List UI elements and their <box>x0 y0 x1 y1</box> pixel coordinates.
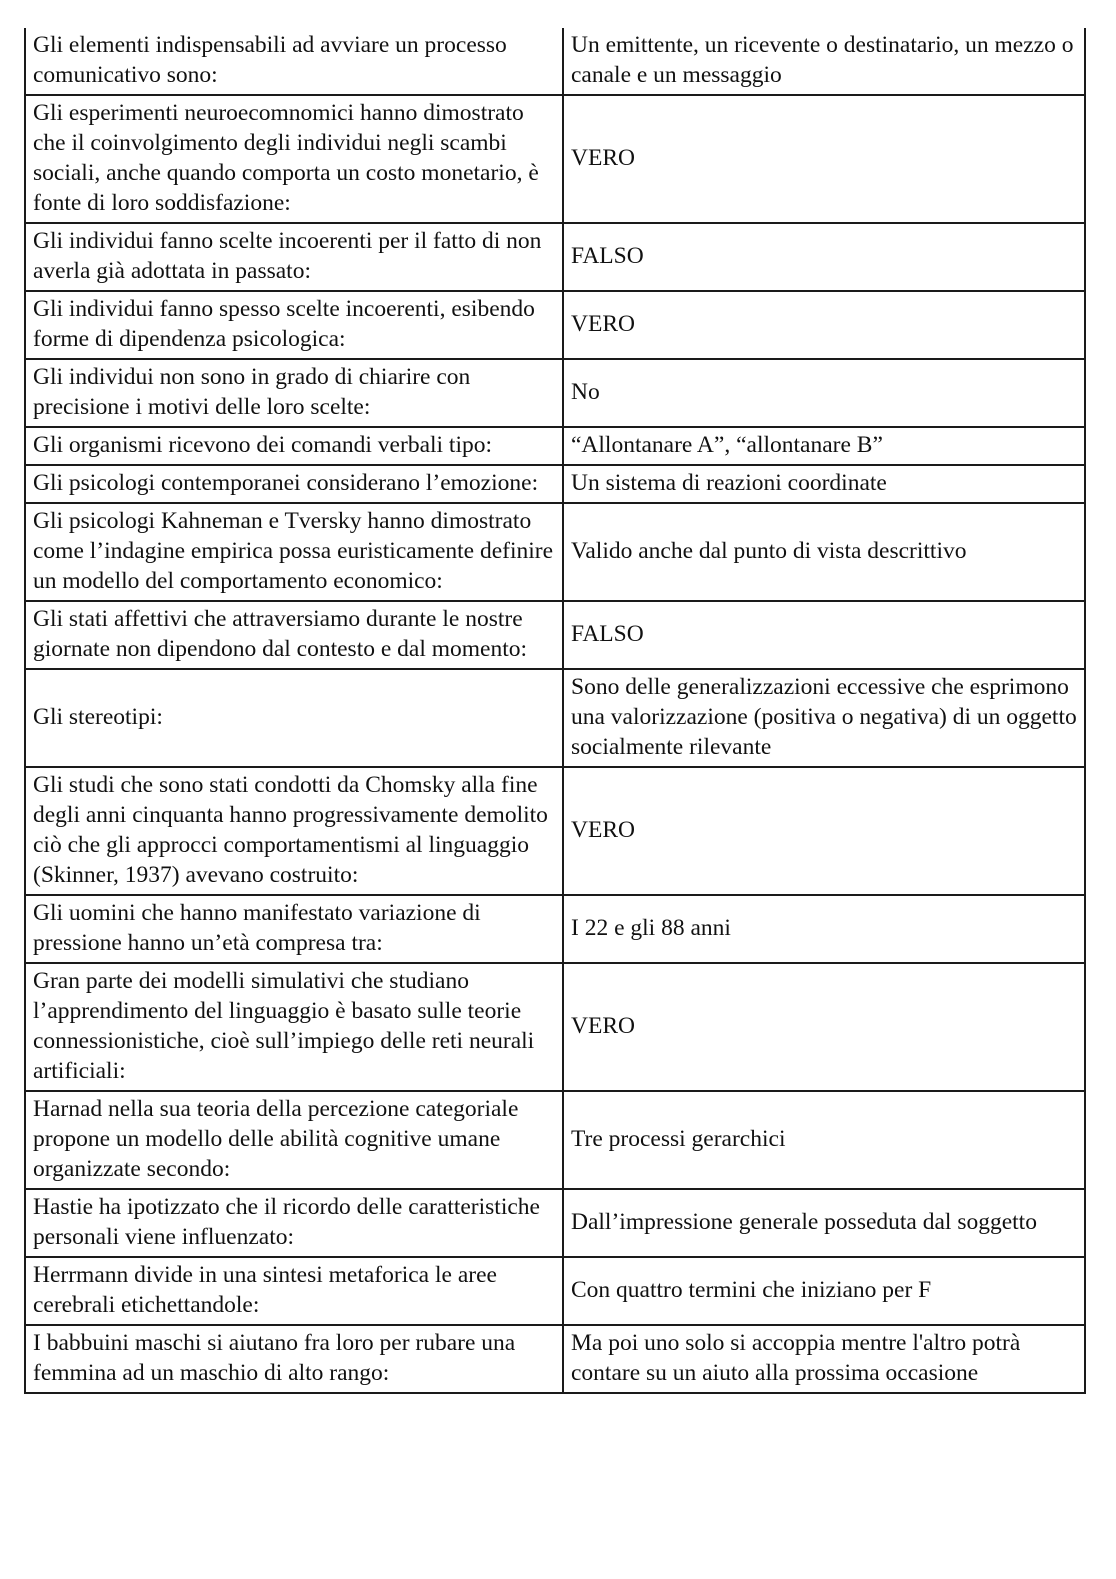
question-cell: Gli organismi ricevono dei comandi verbali tipo: <box>25 427 563 465</box>
answer-cell: VERO <box>563 95 1085 223</box>
answer-cell: FALSO <box>563 223 1085 291</box>
question-cell: Gli studi che sono stati condotti da Chomsky alla fine degli anni cinquanta hanno progressivamente demolito ciò che gli approcci comportamentismi al linguaggio (Skinner, 1937) avevano costruito: <box>25 767 563 895</box>
table-row <box>25 223 1085 291</box>
answer-cell: No <box>563 359 1085 427</box>
answer-cell: FALSO <box>563 601 1085 669</box>
table-row <box>25 503 1085 601</box>
question-cell: Gli individui fanno scelte incoerenti per il fatto di non averla già adottata in passato: <box>25 223 563 291</box>
answer-cell: Ma poi uno solo si accoppia mentre l'altro potrà contare su un aiuto alla prossima occasione <box>563 1325 1085 1393</box>
answer-cell: Un emittente, un ricevente o destinatario, un mezzo o canale e un messaggio <box>563 28 1085 95</box>
table-row <box>25 427 1085 465</box>
answer-cell: Valido anche dal punto di vista descrittivo <box>563 503 1085 601</box>
answer-cell: Un sistema di reazioni coordinate <box>563 465 1085 503</box>
answer-cell: VERO <box>563 291 1085 359</box>
table-row <box>25 28 1085 95</box>
answer-cell: Sono delle generalizzazioni eccessive che esprimono una valorizzazione (positiva o negativa) di un oggetto socialmente rilevante <box>563 669 1085 767</box>
question-cell: Gli psicologi contemporanei considerano l’emozione: <box>25 465 563 503</box>
table-row <box>25 963 1085 1091</box>
answer-cell: I 22 e gli 88 anni <box>563 895 1085 963</box>
question-cell: I babbuini maschi si aiutano fra loro per rubare una femmina ad un maschio di alto rango: <box>25 1325 563 1393</box>
question-cell: Gli esperimenti neuroecomnomici hanno dimostrato che il coinvolgimento degli individui negli scambi sociali, anche quando comporta un costo monetario, è fonte di loro soddisfazione: <box>25 95 563 223</box>
answer-cell: VERO <box>563 963 1085 1091</box>
table-row <box>25 1325 1085 1393</box>
qa-table <box>24 28 1086 1394</box>
answer-cell: “Allontanare A”, “allontanare B” <box>563 427 1085 465</box>
table-row <box>25 1257 1085 1325</box>
table-row <box>25 465 1085 503</box>
question-cell: Gli psicologi Kahneman e Tversky hanno dimostrato come l’indagine empirica possa euristicamente definire un modello del comportamento economico: <box>25 503 563 601</box>
table-row <box>25 767 1085 895</box>
table-row <box>25 669 1085 767</box>
table-row <box>25 359 1085 427</box>
document-page <box>24 28 1086 1394</box>
answer-cell: Con quattro termini che iniziano per F <box>563 1257 1085 1325</box>
question-cell: Gli elementi indispensabili ad avviare un processo comunicativo sono: <box>25 28 563 95</box>
question-cell: Gli uomini che hanno manifestato variazione di pressione hanno un’età compresa tra: <box>25 895 563 963</box>
table-row <box>25 1189 1085 1257</box>
table-row <box>25 601 1085 669</box>
table-row <box>25 1091 1085 1189</box>
answer-cell: Dall’impressione generale posseduta dal soggetto <box>563 1189 1085 1257</box>
question-cell: Gli stati affettivi che attraversiamo durante le nostre giornate non dipendono dal contesto e dal momento: <box>25 601 563 669</box>
question-cell: Gran parte dei modelli simulativi che studiano l’apprendimento del linguaggio è basato sulle teorie connessionistiche, cioè sull’impiego delle reti neurali artificiali: <box>25 963 563 1091</box>
question-cell: Herrmann divide in una sintesi metaforica le aree cerebrali etichettandole: <box>25 1257 563 1325</box>
table-row <box>25 95 1085 223</box>
table-row <box>25 291 1085 359</box>
answer-cell: Tre processi gerarchici <box>563 1091 1085 1189</box>
qa-table-body <box>25 28 1085 1393</box>
question-cell: Gli individui non sono in grado di chiarire con precisione i motivi delle loro scelte: <box>25 359 563 427</box>
answer-cell: VERO <box>563 767 1085 895</box>
question-cell: Gli individui fanno spesso scelte incoerenti, esibendo forme di dipendenza psicologica: <box>25 291 563 359</box>
table-row <box>25 895 1085 963</box>
question-cell: Hastie ha ipotizzato che il ricordo delle caratteristiche personali viene influenzato: <box>25 1189 563 1257</box>
question-cell: Harnad nella sua teoria della percezione categoriale propone un modello delle abilità cognitive umane organizzate secondo: <box>25 1091 563 1189</box>
question-cell: Gli stereotipi: <box>25 669 563 767</box>
